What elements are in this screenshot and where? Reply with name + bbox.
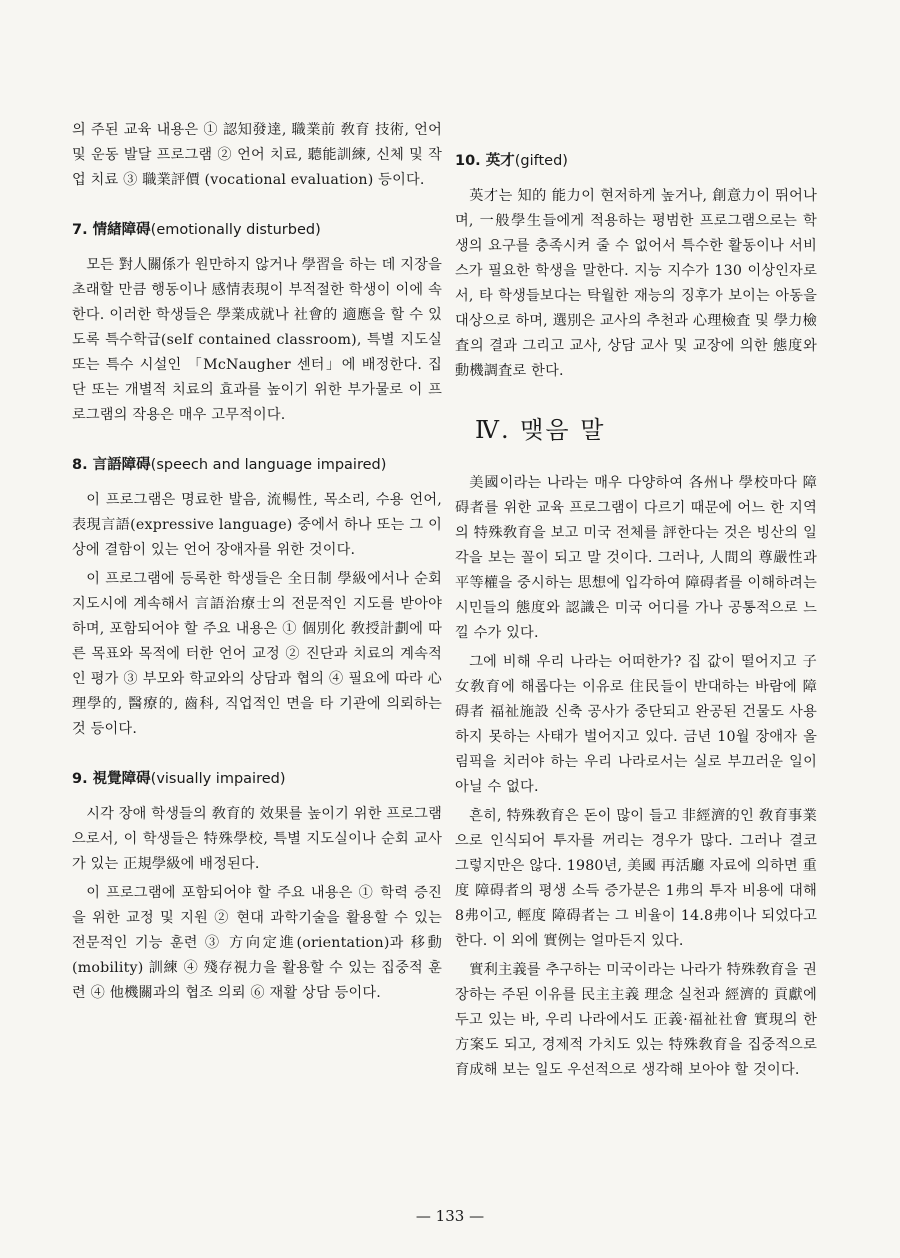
section-8-title: 8. 言語障碍: [72, 457, 151, 473]
left-column: [72, 118, 442, 1010]
section-8-title-en: (speech and language impaired): [150, 457, 387, 473]
section-7-title: 7. 情緖障碍: [72, 222, 151, 238]
conclusion-paragraph-4: 實利主義를 추구하는 미국이라는 나라가 特殊敎育을 권장하는 주된 이유를 民主主義 理念 실천과 經濟的 貢獻에 두고 있는 바, 우리 나라에서도 正義·福祉社會 實現의 한 方案도 되고, 경제적 가치도 있는 特殊敎育을 집중적으로 育成해 보는 일도 우선적으로 생각해 보아야 할 것이다.: [455, 962, 817, 1078]
section-8-paragraph-2: 이 프로그램에 등록한 학생들은 全日制 學級에서나 순회 지도시에 계속해서 言語治療士의 전문적인 지도를 받아야 하며, 포함되어야 할 주요 내용은 ① 個別化 敎授計劃에 따른 목표와 목적에 터한 언어 교정 ② 진단과 치료의 계속적인 평가 ③ 부모와 학교와의 상담과 협의 ④ 필요에 따라 心理學的, 醫療的, 齒科, 직업적인 면을 타 기관에 의뢰하는 것 등이다.: [72, 571, 442, 737]
section-8-paragraph-1: 이 프로그램은 명료한 발음, 流暢性, 목소리, 수용 언어, 表現言語(expressive language) 중에서 하나 또는 그 이상에 결함이 있는 언어 장애자를 위한 것이다.: [72, 492, 442, 558]
section-9-title-en: (visually impaired): [150, 771, 286, 787]
section-10-paragraph: 英才는 知的 能力이 현저하게 높거나, 創意力이 뛰어나며, 一般學生들에게 적용하는 평범한 프로그램으로는 학생의 요구를 충족시켜 줄 수 없어서 특수한 활동이나 서비스가 필요한 학생을 말한다. 지능 지수가 130 이상인자로서, 타 학생들보다는 탁월한 재능의 징후가 보이는 아동을 대상으로 하며, 選別은 교사의 추천과 心理檢査 및 學力檢査의 결과 그리고 교사, 상담 교사 및 교장에 의한 態度와 動機調査로 한다.: [455, 188, 817, 379]
page-number: — 133 —: [415, 1207, 485, 1225]
section-7-paragraph: 모든 對人關係가 원만하지 않거나 學習을 하는 데 지장을 초래할 만큼 행동이나 感情表現이 부적절한 학생이 이에 속한다. 이러한 학생들은 學業成就나 社會的 適應을 할 수 있도록 특수학급(self contained classroom), 특별 지도실 또는 특수 시설인 「McNaugher 센터」에 배정한다. 집단 또는 개별적 치료의 효과를 높이기 위한 부가물로 이 프로그램의 작용은 매우 고무적이다.: [72, 257, 442, 423]
section-10-heading: [455, 150, 817, 172]
section-7-title-en: (emotionally disturbed): [150, 222, 321, 238]
conclusion-paragraph-1: 美國이라는 나라는 매우 다양하여 各州나 學校마다 障碍者를 위한 교육 프로그램이 다르기 때문에 어느 한 지역의 特殊敎育을 보고 미국 전체를 評한다는 것은 빙산의 일각을 보는 꼴이 되고 말 것이다. 그러나, 人間의 尊嚴性과 平等權을 중시하는 思想에 입각하여 障碍者를 이해하려는 시민들의 態度와 認識은 미국 어디를 가나 공통적으로 느낄 수가 있다.: [455, 475, 817, 641]
conclusion-paragraph-3: 흔히, 特殊敎育은 돈이 많이 들고 非經濟的인 敎育事業으로 인식되어 투자를 꺼리는 경우가 많다. 그러나 결코 그렇지만은 않다. 1980년, 美國 再活廳 자료에 의하면 重度 障碍者의 평생 소득 증가분은 1弗의 투자 비용에 대해 8弗이고, 輕度 障碍者는 그 비율이 14.8弗이나 되었다고 한다. 이 외에 實例는 얼마든지 있다.: [455, 808, 817, 949]
section-10-title-en: (gifted): [514, 153, 568, 169]
conclusion-paragraph-2: 그에 비해 우리 나라는 어떠한가? 집 값이 떨어지고 子女敎育에 해롭다는 이유로 住民들이 반대하는 바람에 障碍者 福祉施設 신축 공사가 중단되고 완공된 건물도 사용하지 못하는 사태가 벌어지고 있다. 금년 10월 장애자 올림픽을 치러야 하는 우리 나라로서는 실로 부끄러운 일이 아닐 수 없다.: [455, 654, 817, 795]
right-column: [455, 150, 817, 1087]
section-9-heading: [72, 768, 442, 790]
section-9-paragraph-2: 이 프로그램에 포함되어야 할 주요 내용은 ① 학력 증진을 위한 교정 및 지원 ② 현대 과학기술을 활용할 수 있는 전문적인 기능 훈련 ③ 方向定進(orientation)과 移動(mobility) 訓練 ④ 殘存視力을 활용할 수 있는 집중적 훈련 ④ 他機關과의 협조 의뢰 ⑥ 재활 상담 등이다.: [72, 885, 442, 1001]
section-9-paragraph-1: 시각 장애 학생들의 敎育的 效果를 높이기 위한 프로그램으로서, 이 학생들은 特殊學校, 특별 지도실이나 순회 교사가 있는 正規學級에 배정된다.: [72, 806, 442, 872]
section-9-title: 9. 視覺障碍: [72, 771, 151, 787]
section-7-heading: [72, 219, 442, 241]
section-10-title: 10. 英才: [455, 153, 515, 169]
conclusion-title: Ⅳ. 맺음 말: [475, 416, 606, 444]
section-8-heading: [72, 454, 442, 476]
intro-paragraph: 의 주된 교육 내용은 ① 認知發達, 職業前 敎育 技術, 언어 및 운동 발달 프로그램 ② 언어 치료, 聽能訓練, 신체 및 작업 치료 ③ 職業評價 (vocational evaluation) 등이다.: [72, 122, 442, 188]
